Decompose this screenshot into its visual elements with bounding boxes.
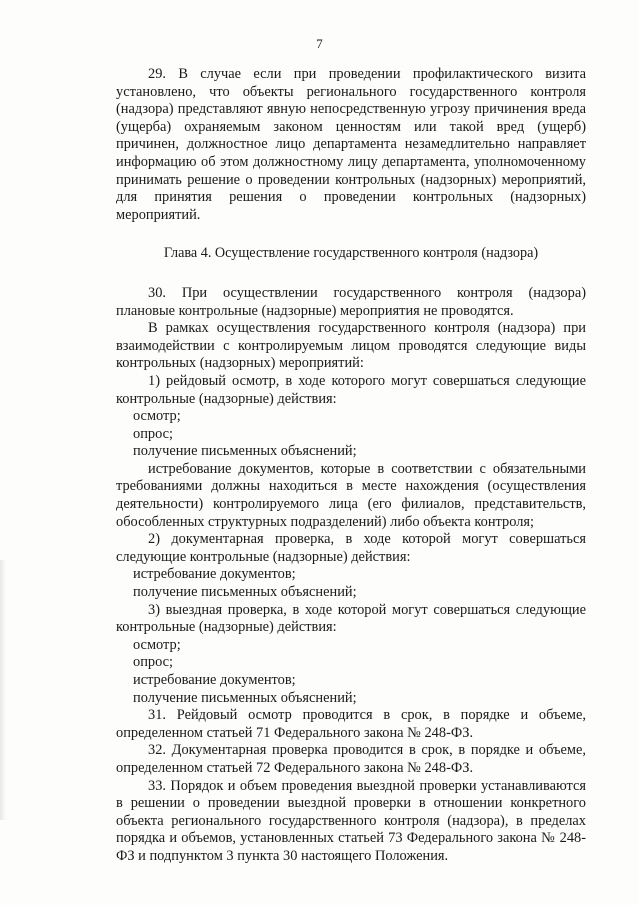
paragraph-29: 29. В случае если при проведении профилактического визита установлено, что объекты регионального государственного контроля (надзора) представляют явную непосредственную угрозу причинения вреда (ущерба) охраняемым законом ценностям или такой вред (ущерб) причинен, должностное лицо департамента незамедлительно направляет информацию об этом должностному лицу департамента, уполномоченному принимать решение о проведении контрольных (надзорных) мероприятий, для принятия решения о проведении контрольных (надзорных) мероприятий. [116, 66, 586, 223]
list-item-2-action: получение письменных объяснений; [133, 584, 357, 601]
list-item-1-last-action: истребование документов, которые в соответствии с обязательными требованиями должны находиться в месте нахождения (осуществления деятельности) контролируемого лица (его филиалов, представительств, обособленных структурных подразделений) либо объекта контроля; [116, 460, 586, 530]
paragraph-32: 32. Документарная проверка проводится в срок, в порядке и объеме, определенном статьей 72 Федерального закона № 248-ФЗ. [116, 742, 586, 776]
list-item-3-action: осмотр; [133, 636, 181, 653]
paragraph-30: 30. При осуществлении государственного контроля (надзора) плановые контрольные (надзорные) мероприятия не проводятся. [116, 284, 586, 319]
list-item-1-action: осмотр; [133, 408, 181, 425]
list-item-3-action: истребование документов; [133, 672, 296, 688]
list-item-2-action: истребование документов; [133, 566, 296, 583]
list-item-3: 3) выездная проверка, в ходе которой могут совершаться следующие контрольные (надзорные) действия: [116, 601, 586, 636]
list-item-3-action: опрос; [133, 654, 174, 671]
paragraph-33: 33. Порядок и объем проведения выездной проверки устанавливаются в решении о проведении выездной проверки в отношении конкретного объекта регионального государственного контроля (надзора), в пределах порядка и объемов, установленных статьей 73 Федерального закона № 248-ФЗ и подпунктом 3 пункта 30 настоящего Положения. [116, 777, 586, 864]
list-item-1-action: получение письменных объяснений; [133, 443, 357, 460]
page-number: 7 [316, 36, 323, 51]
list-item-2: 2) документарная проверка, в ходе которой могут совершаться следующие контрольные (надзорные) действия: [116, 531, 586, 565]
chapter-4-heading: Глава 4. Осуществление государственного контроля (надзора) [163, 245, 539, 262]
paragraph-31: 31. Рейдовый осмотр проводится в срок, в порядке и объеме, определенном статьей 71 Федерального закона № 248-ФЗ. [116, 707, 586, 741]
document-body [116, 66, 586, 866]
list-item-1-action: опрос; [133, 425, 174, 442]
list-item-3-action: получение письменных объяснений; [133, 689, 357, 706]
list-item-1: 1) рейдовый осмотр, в ходе которого могут совершаться следующие контрольные (надзорные) действия: [116, 372, 586, 407]
scan-edge-shadow [0, 560, 6, 820]
paragraph-30-intro: В рамках осуществления государственного контроля (надзора) при взаимодействии с контролируемым лицом проводятся следующие виды контрольных (надзорных) мероприятий: [116, 320, 586, 372]
